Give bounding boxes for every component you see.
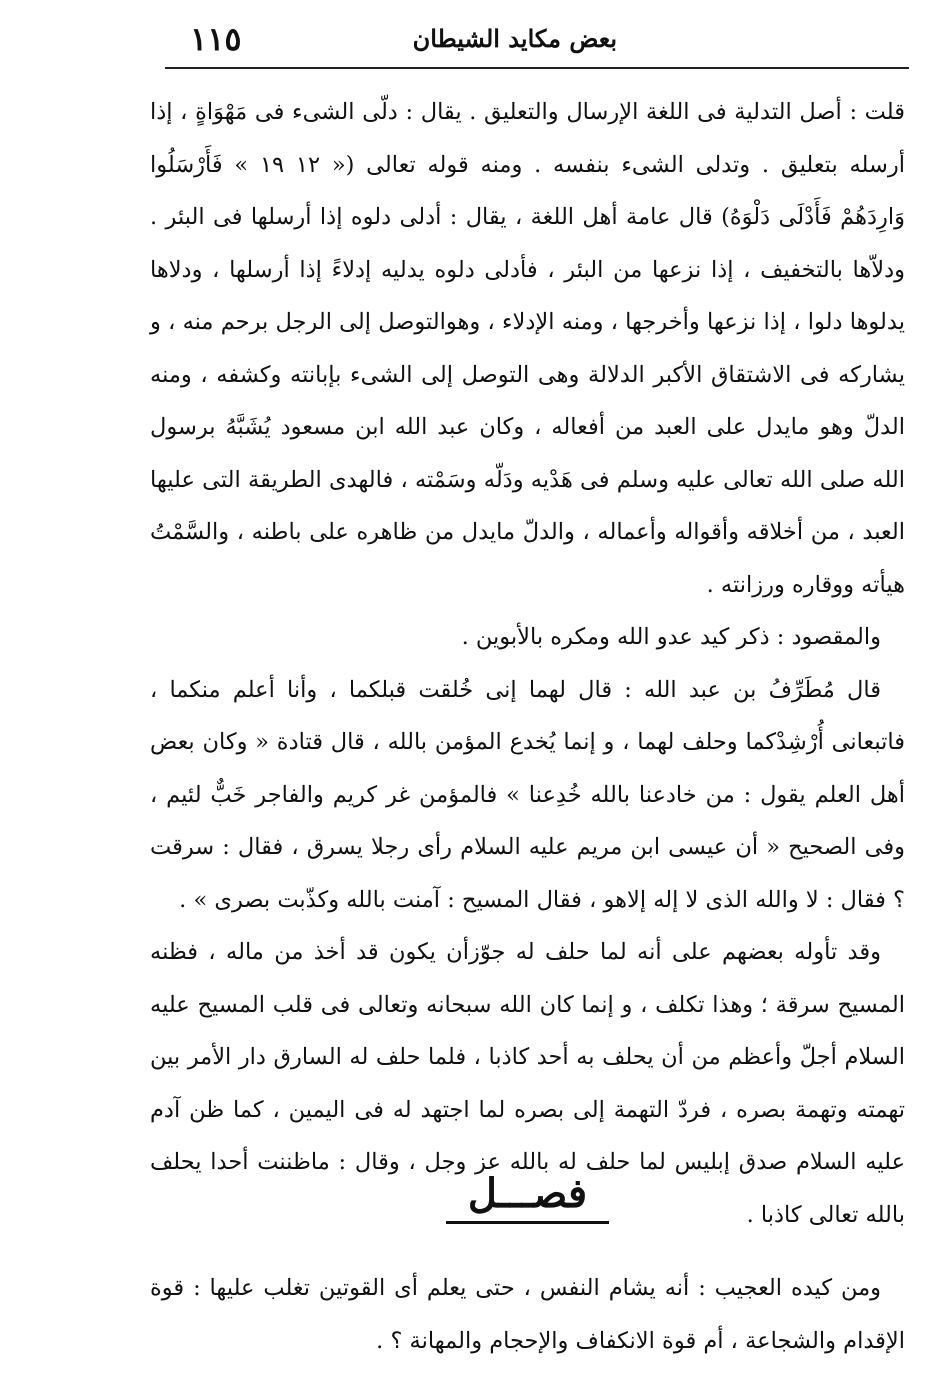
main-text bbox=[150, 86, 905, 1241]
header-rule bbox=[165, 67, 909, 69]
page-number: ١١٥ bbox=[190, 20, 242, 58]
section-heading-text: فصـــل bbox=[446, 1170, 609, 1224]
paragraph: قال مُطَرِّفُ بن عبد الله : قال لهما إنى خُلقت قبلكما ، وأنا أعلم منكما ، فاتبعانى أُرْشِدْكما وحلف لهما ، و إنما يُخدع المؤمن بالله ، قال قتادة « وكان بعض أهل العلم يقول : من خادعنا بالله خُدِعنا » فالمؤمن غر كريم والفاجر خَبٌّ لئيم ، وفى الصحيح « أن عيسى ابن مريم عليه السلام رأى رجلا يسرق ، فقال : سرقت ؟ فقال : لا والله الذى لا إله إلاهو ، فقال المسيح : آمنت بالله وكذّبت بصرى » . bbox=[150, 676, 905, 913]
paragraph: وقد تأوله بعضهم على أنه لما حلف له جوّزأن يكون قد أخذ من ماله ، فظنه المسيح سرقة ؛ وهذا تكلف ، و إنما كان الله سبحانه وتعالى فى قلب المسيح عليه السلام أجلّ وأعظم من أن يحلف به أحد كاذبا ، فلما حلف له السارق دار الأمر بين تهمته وتهمة بصره ، فردّ التهمة إلى بصره لما اجتهد له فى اليمين ، كما ظن آدم عليه السلام صدق إبليس لما حلف له بالله عز وجل ، وقال : ماظننت أحدا يحلف بالله تعالى كاذبا . bbox=[150, 939, 905, 1228]
section-text bbox=[150, 1262, 905, 1367]
running-title: بعض مكايد الشيطان bbox=[412, 24, 617, 53]
section-heading bbox=[150, 1170, 905, 1224]
paragraph: والمقصود : ذكر كيد عدو الله ومكره بالأبوين . bbox=[461, 624, 881, 650]
paragraph: ومن كيده العجيب : أنه يشام النفس ، حتى يعلم أى القوتين تغلب عليها : قوة الإقدام والشجاعة ، أم قوة الانكفاف والإحجام والمهانة ؟ . bbox=[150, 1275, 905, 1354]
running-head bbox=[160, 14, 907, 64]
paragraph: قلت : أصل التدلية فى اللغة الإرسال والتعليق . يقال : دلّى الشىء فى مَهْوَاةٍ ، إذا أرسله بتعليق . وتدلى الشىء بنفسه . ومنه قوله تعالى (« ١٢ ١٩ » فَأَرْسَلُوا وَارِدَهُمْ فَأَدْلَى دَلْوَهُ) قال عامة أهل اللغة ، يقال : أدلى دلوه إذا أرسلها فى البئر . ودلاّها بالتخفيف ، إذا نزعها من البئر ، فأدلى دلوه يدليه إدلاءً إذا أرسلها ، ودلاها يدلوها دلوا ، إذا نزعها وأخرجها ، ومنه الإدلاء ، وهوالتوصل إلى الرجل برحم منه ، و يشاركه فى الاشتقاق الأكبر الدلالة وهى التوصل إلى الشىء بإبانته وكشفه ، ومنه الدلّ وهو مايدل على العبد من أفعاله ، وكان عبد الله ابن مسعود يُشَبَّهُ برسول الله صلى الله تعالى عليه وسلم فى هَدْيه ودَلّه وسَمْته ، فالهدى الطريقة التى عليها العبد ، من أخلاقه وأقواله وأعماله ، والدلّ مايدل من ظاهره على باطنه ، والسَّمْتُ هيأته ووقاره ورزانته . bbox=[150, 99, 905, 598]
